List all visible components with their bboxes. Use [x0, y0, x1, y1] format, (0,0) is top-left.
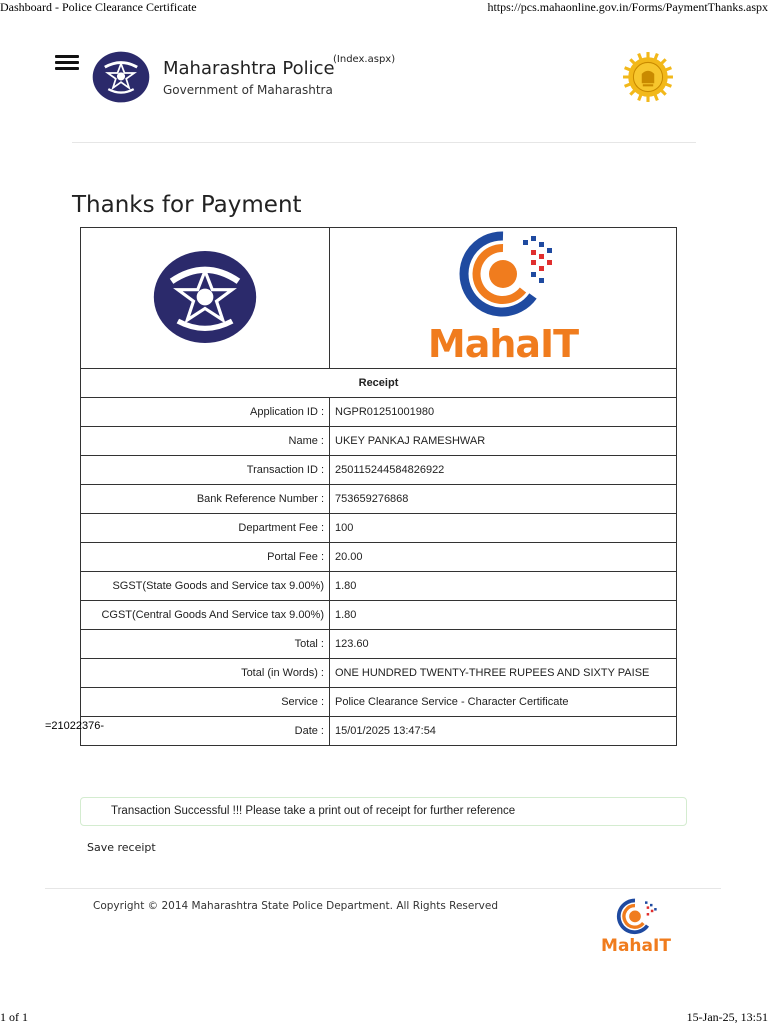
maharashtra-police-emblem-large-icon	[152, 250, 258, 344]
receipt-row-label: SGST(State Goods and Service tax 9.00%)	[81, 572, 330, 601]
header-divider	[72, 142, 696, 143]
print-page-url: https://pcs.mahaonline.gov.in/Forms/PaymentThanks.aspx	[487, 0, 768, 14]
receipt-row	[81, 514, 677, 543]
stamp-number: =21022376-	[45, 720, 105, 732]
footer-mahait-wordmark: MahaIT	[601, 936, 671, 956]
receipt-row	[81, 485, 677, 514]
receipt-row-value: Police Clearance Service - Character Certificate	[330, 688, 677, 717]
receipt-row-value: 100	[330, 514, 677, 543]
receipt-row-label: Name :	[81, 427, 330, 456]
receipt-row	[81, 543, 677, 572]
receipt-row-label: Service :	[81, 688, 330, 717]
site-title[interactable]: Maharashtra Police	[163, 58, 335, 79]
receipt-row	[81, 456, 677, 485]
receipt-row-label: Date :	[81, 717, 330, 746]
save-receipt-link[interactable]: Save receipt	[87, 841, 156, 854]
receipt-row-value: 1.80	[330, 601, 677, 630]
page-title: Thanks for Payment	[72, 192, 302, 218]
footer-mahait-logo	[598, 896, 674, 966]
receipt-row	[81, 398, 677, 427]
mahait-wordmark: MahaIT	[427, 322, 579, 366]
receipt-row	[81, 717, 677, 746]
receipt-row	[81, 427, 677, 456]
receipt-row-value: 1.80	[330, 572, 677, 601]
receipt-row	[81, 688, 677, 717]
print-page-title: Dashboard - Police Clearance Certificate	[0, 0, 197, 14]
receipt-row-value: 15/01/2025 13:47:54	[330, 717, 677, 746]
footer-divider	[45, 888, 721, 889]
receipt-row-label: Bank Reference Number :	[81, 485, 330, 514]
copyright-text: Copyright © 2014 Maharashtra State Police Department. All Rights Reserved	[93, 900, 499, 912]
success-alert	[80, 797, 687, 826]
receipt-row	[81, 601, 677, 630]
site-title-link[interactable]: (Index.aspx)	[333, 54, 396, 65]
receipt-row-label: Total :	[81, 630, 330, 659]
receipt-row-label: Transaction ID :	[81, 456, 330, 485]
success-message: Transaction Successful !!! Please take a print out of receipt for further reference	[111, 805, 516, 817]
site-subtitle: Government of Maharashtra	[163, 83, 333, 97]
receipt-row-value: NGPR01251001980	[330, 398, 677, 427]
mahait-logo	[423, 228, 583, 368]
government-seal-icon	[622, 51, 674, 103]
receipt-left-logo-cell	[81, 228, 330, 369]
receipt-row-value: 250115244584826922	[330, 456, 677, 485]
mahait-emblem-icon	[443, 228, 563, 323]
receipt-header-row	[81, 369, 677, 398]
receipt-row-label: CGST(Central Goods And Service tax 9.00%)	[81, 601, 330, 630]
receipt-row-value: 123.60	[330, 630, 677, 659]
receipt-row	[81, 572, 677, 601]
receipt-row-value: 753659276868	[330, 485, 677, 514]
receipt-row	[81, 630, 677, 659]
receipt-row-label: Department Fee :	[81, 514, 330, 543]
receipt-logo-row	[81, 228, 677, 369]
maharashtra-police-emblem-icon	[92, 51, 150, 103]
receipt-table	[80, 227, 677, 746]
receipt-row-label: Total (in Words) :	[81, 659, 330, 688]
receipt-row-label: Portal Fee :	[81, 543, 330, 572]
receipt-row-value: UKEY PANKAJ RAMESHWAR	[330, 427, 677, 456]
receipt-row-value: 20.00	[330, 543, 677, 572]
receipt-title: Receipt	[81, 369, 677, 398]
receipt-row	[81, 659, 677, 688]
receipt-row-value: ONE HUNDRED TWENTY-THREE RUPEES AND SIXTY PAISE	[330, 659, 677, 688]
receipt-right-logo-cell	[330, 228, 677, 369]
receipt-row-label: Application ID :	[81, 398, 330, 427]
print-page-count: 1 of 1	[0, 1010, 28, 1024]
mahait-emblem-small-icon	[610, 896, 660, 938]
print-datetime: 15-Jan-25, 13:51	[686, 1010, 768, 1024]
hamburger-menu-icon[interactable]	[55, 55, 79, 73]
